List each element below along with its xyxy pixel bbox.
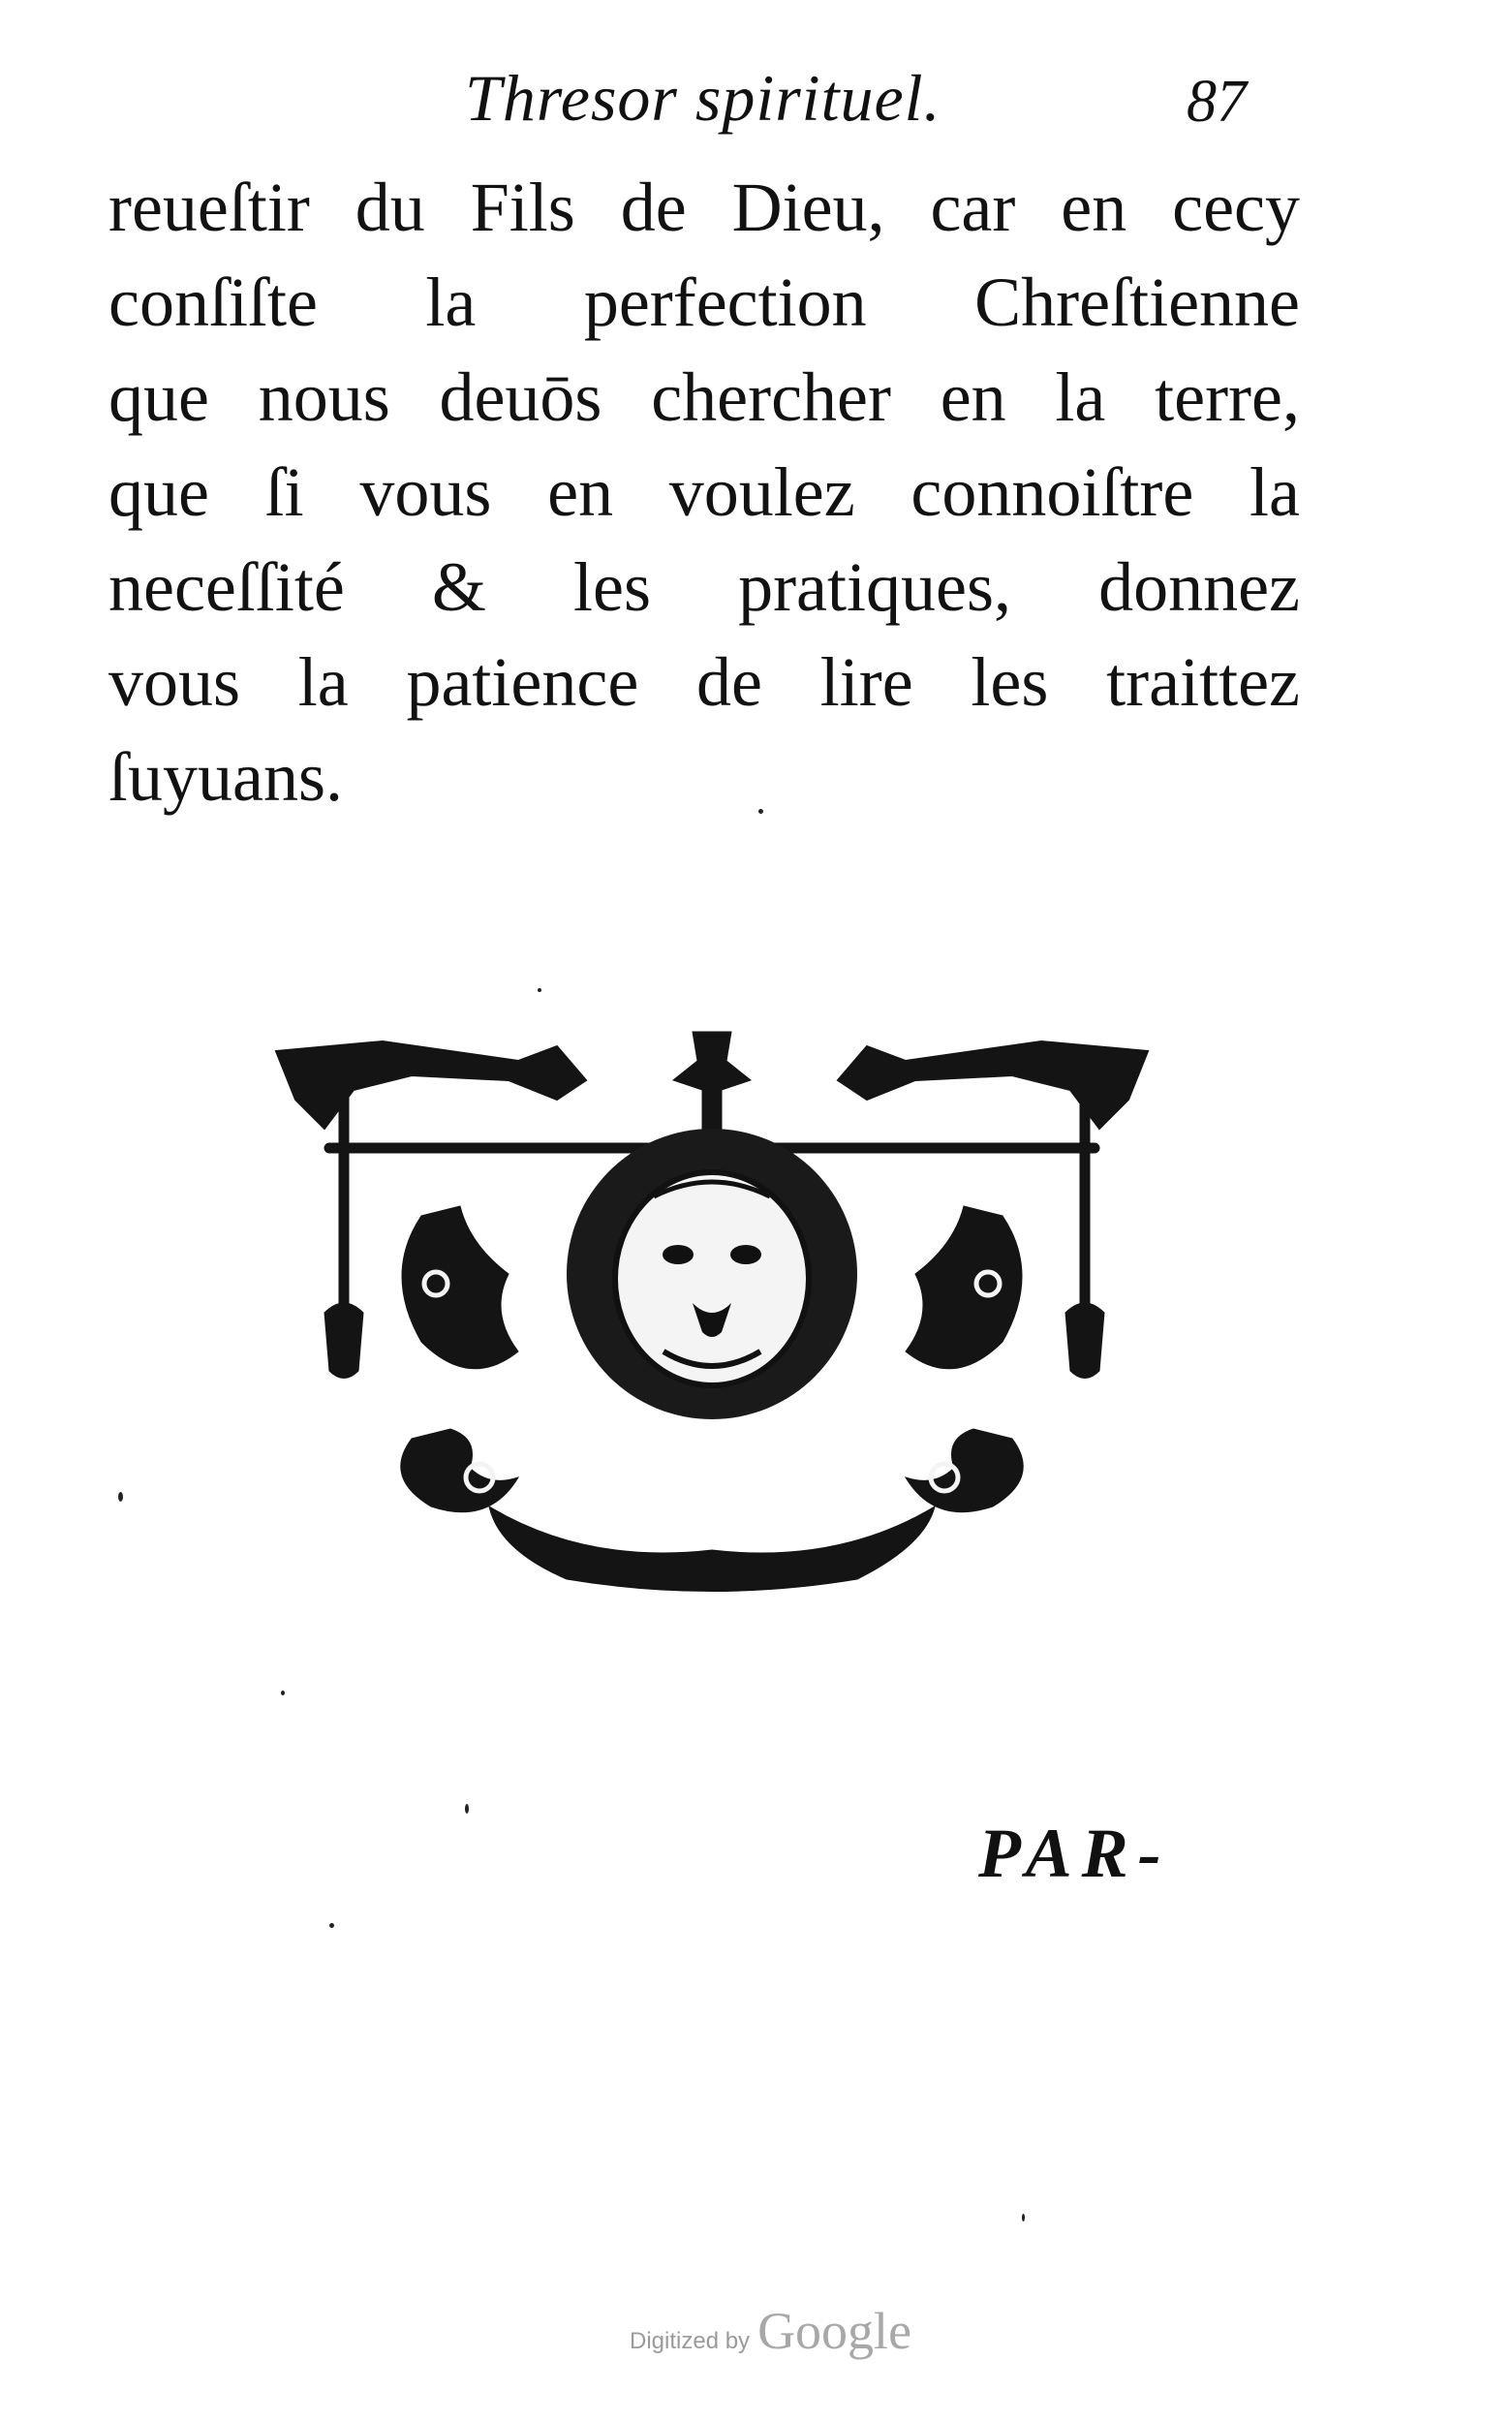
lion-mask-ornament-icon: [266, 1022, 1157, 1603]
ink-speck: [465, 1804, 469, 1814]
google-logo-icon: Google: [757, 2302, 912, 2360]
google-digitized-watermark: [630, 2301, 911, 2361]
ink-speck: [1022, 2214, 1025, 2221]
page-number: 87: [1187, 69, 1247, 135]
text-line: reueſtir du Fils de Dieu, car en cecy: [108, 169, 1300, 246]
running-title: Thresor spirituel.: [465, 61, 941, 135]
text-line: que ſi vous en voulez connoiſtre la: [108, 453, 1300, 531]
text-line: ſuyuans.: [108, 738, 343, 816]
text-line: neceſſité & les pratiques, donnez: [108, 548, 1300, 626]
body-text: [108, 160, 1300, 824]
catchword: PAR-: [978, 1815, 1171, 1892]
ink-speck: [329, 1923, 334, 1928]
ink-speck: [538, 988, 541, 992]
ink-speck: [758, 809, 763, 814]
text-line: conſiſte la perfection Chreſtienne: [108, 264, 1300, 341]
watermark-prefix: Digitized by: [630, 2328, 751, 2354]
ink-speck: [118, 1492, 123, 1502]
text-line: que nous deuōs chercher en la terre,: [108, 358, 1300, 436]
text-line: vous la patience de lire les traittez: [108, 643, 1300, 721]
ink-speck: [281, 1691, 285, 1695]
